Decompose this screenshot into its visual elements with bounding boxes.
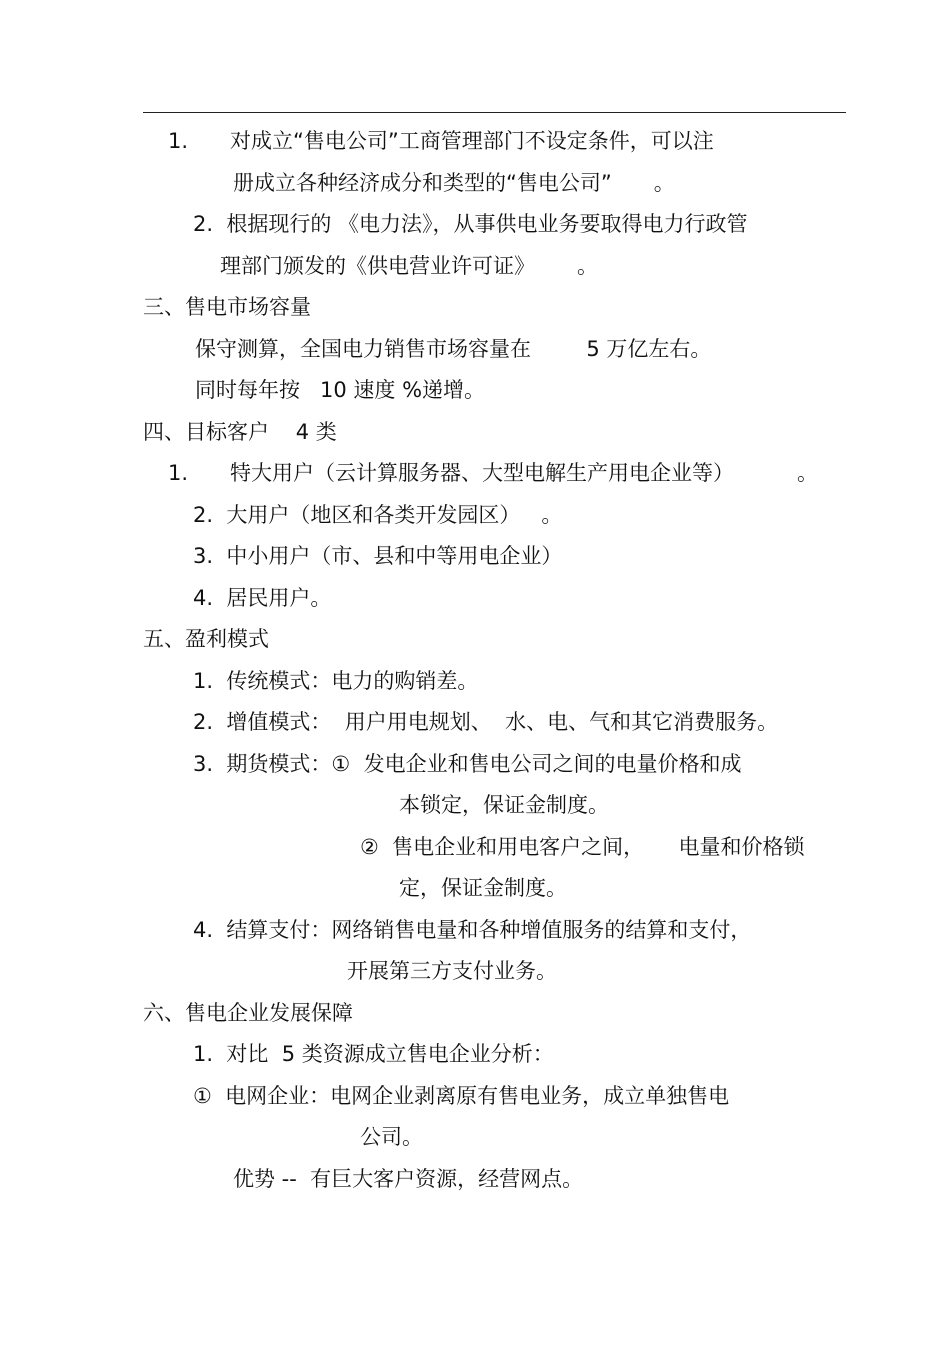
header-rule bbox=[143, 112, 846, 113]
text-line: 同时每年按 10 速度 %递增。 bbox=[195, 378, 486, 402]
text-line: 4. 居民用户。 bbox=[193, 586, 332, 610]
section-heading: 五、盈利模式 bbox=[143, 627, 269, 651]
section-heading: 四、目标客户 4 类 bbox=[143, 420, 337, 444]
text-line: 开展第三方支付业务。 bbox=[347, 959, 557, 983]
text-line: 1. 传统模式：电力的购销差。 bbox=[193, 669, 479, 693]
text-line: 1. 对成立“售电公司”工商管理部门不设定条件，可以注 bbox=[168, 129, 714, 153]
text-line: 3. 期货模式：① 发电企业和售电公司之间的电量价格和成 bbox=[193, 752, 742, 776]
text-line: 2. 根据现行的 《电力法》，从事供电业务要取得电力行政管 bbox=[193, 212, 748, 236]
section-heading: 三、售电市场容量 bbox=[143, 295, 311, 319]
text-line: 2. 增值模式： 用户用电规划、 水、电、气和其它消费服务。 bbox=[193, 710, 779, 734]
text-line: 3. 中小用户（市、县和中等用电企业） bbox=[193, 544, 563, 568]
text-line: 册成立各种经济成分和类型的“售电公司” 。 bbox=[233, 171, 675, 195]
section-heading: 六、售电企业发展保障 bbox=[143, 1001, 353, 1025]
text-line: 2. 大用户（地区和各类开发园区） 。 bbox=[193, 503, 563, 527]
text-line: 1. 对比 5 类资源成立售电企业分析： bbox=[193, 1042, 554, 1066]
text-line: 定，保证金制度。 bbox=[399, 876, 567, 900]
text-line: 理部门颁发的《供电营业许可证》 。 bbox=[220, 254, 598, 278]
text-line: ② 售电企业和用电客户之间， 电量和价格锁 bbox=[360, 835, 805, 859]
text-line: 1. 特大用户（云计算服务器、大型电解生产用电企业等） 。 bbox=[168, 461, 819, 485]
text-line: 4. 结算支付：网络销售电量和各种增值服务的结算和支付， bbox=[193, 918, 752, 942]
text-line: 优势 -- 有巨大客户资源，经营网点。 bbox=[233, 1167, 584, 1191]
text-line: 保守测算，全国电力销售市场容量在 5 万亿左右。 bbox=[195, 337, 712, 361]
text-line: ① 电网企业：电网企业剥离原有售电业务，成立单独售电 bbox=[193, 1084, 730, 1108]
text-line: 本锁定，保证金制度。 bbox=[399, 793, 609, 817]
text-line: 公司。 bbox=[360, 1125, 423, 1149]
